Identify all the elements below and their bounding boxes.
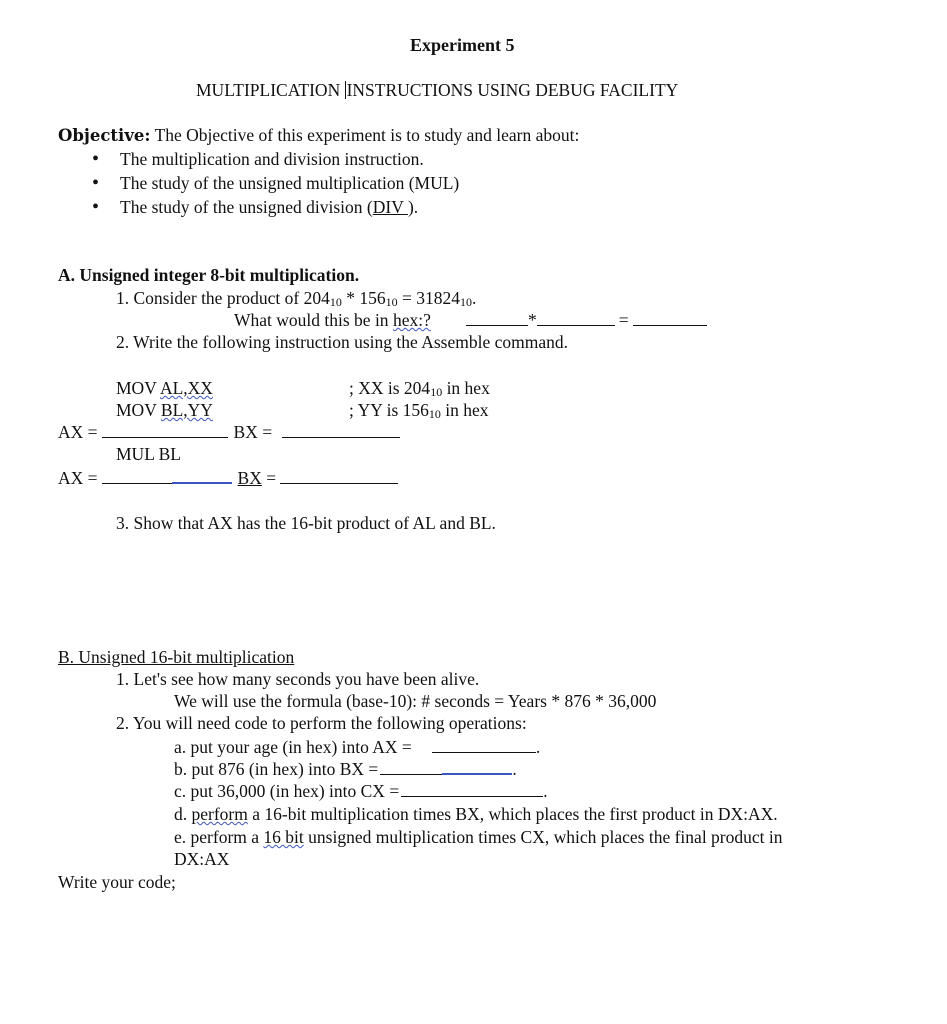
subscript: 10 [428,407,441,421]
item1-text: 1. Consider the product of 204 [116,288,330,308]
period: . [512,759,517,779]
36000-blank[interactable] [401,782,543,797]
comment-yy [349,400,489,424]
period: . [535,737,541,757]
ax-bx-row-1 [58,422,400,442]
perform-link: perform [191,804,248,824]
section-b-heading: B. Unsigned 16-bit multiplication [58,647,295,667]
subscript: 10 [459,295,472,309]
item1-text: = 31824 [397,288,460,308]
bullet-text: The study of the unsigned division ( [120,197,373,217]
bullet-icon: • [92,148,100,170]
answer-blank-3[interactable] [633,311,707,326]
mov-operand: AL,XX [159,378,213,398]
section-b-item-2: 2. You will need code to perform the following operations: [116,713,527,733]
section-a-heading: A. Unsigned integer 8-bit multiplication. [58,265,360,285]
ax-blank-2[interactable] [102,469,172,484]
bullet-text: The multiplication and division instruction. [120,149,424,169]
mov-operand: BL,YY [160,400,213,420]
write-code-prompt: Write your code; [58,872,176,892]
mov-bl-instruction [116,400,213,420]
objective-bullet-3 [92,197,418,217]
mov-al-instruction [116,378,213,398]
section-b-formula: We will use the formula (base-10): # seconds = Years * 876 * 36,000 [174,691,657,711]
equals-sign: = [261,468,277,488]
16bit-link: 16 bit [263,827,304,847]
ax-blank-1[interactable] [102,423,228,438]
step-text: unsigned multiplication times CX, which places the final product in [303,827,783,847]
step-text: c. put 36,000 (in hex) into CX = [174,781,400,801]
step-text: b. put 876 (in hex) into BX = [174,759,379,779]
comment-xx [349,378,490,402]
section-a-item-3: 3. Show that AX has the 16-bit product of AL and BL. [116,513,496,533]
equals-sign: = [618,310,629,330]
hex-answer-blanks [466,310,707,330]
item1-text: . [471,288,477,308]
comment-text: ; YY is 156 [349,400,429,420]
comment-text: in hex [440,400,489,420]
ax-label: AX = [58,422,98,442]
bx-blank-1[interactable] [282,423,400,438]
step-text: a 16-bit multiplication times BX, which places the first product in DX:AX. [247,804,778,824]
ax-bx-row-2 [58,468,398,488]
objective-label: Objective: [58,126,151,145]
ax-blank-2-highlight [172,470,232,484]
answer-blank-1[interactable] [466,311,528,326]
bullet-text-end: ). [407,197,419,217]
section-a-item-1 [116,288,476,312]
hex-link[interactable]: hex:? [392,310,431,330]
bx-label: BX = [233,422,273,442]
ax-label: AX = [58,468,98,488]
hex-question-line [234,310,431,330]
subscript: 10 [385,295,398,309]
876-blank-highlight [442,761,512,775]
page-title: Experiment 5 [410,35,515,55]
bullet-text: The study of the unsigned multiplication (MUL) [120,173,460,193]
step-c [174,781,548,801]
times-sign: * [528,310,537,330]
subscript: 10 [329,295,342,309]
question-text: What would this be in [234,310,393,330]
bullet-icon: • [92,196,100,218]
876-blank[interactable] [380,760,442,775]
objective-line [58,125,579,146]
mov-opcode: MOV [116,400,161,420]
subtitle-part-1: MULTIPLICATION [196,80,345,100]
section-b-item-1: 1. Let's see how many seconds you have been alive. [116,669,480,689]
answer-blank-2[interactable] [537,311,615,326]
step-text: a. put your age (in hex) into AX = [174,737,412,757]
subscript: 10 [430,385,443,399]
section-a-item-2: 2. Write the following instruction using the Assemble command. [116,332,568,352]
div-link[interactable]: DIV [372,197,408,217]
step-a [174,737,540,757]
step-text: e. perform a [174,827,264,847]
subtitle-part-2: INSTRUCTIONS USING DEBUG FACILITY [346,80,679,100]
bx-label: BX [237,468,262,488]
step-text: d. [174,804,192,824]
mul-instruction: MUL BL [116,444,181,464]
step-d [174,804,778,824]
objective-text: The Objective of this experiment is to study and learn about: [154,125,580,145]
period: . [543,781,548,801]
text-cursor [345,81,346,99]
objective-bullet-2 [92,173,459,193]
step-e-continued: DX:AX [174,849,230,869]
item1-text: * 156 [341,288,386,308]
comment-text: in hex [442,378,490,398]
objective-bullet-1 [92,149,424,169]
age-blank[interactable] [432,738,536,753]
bx-blank-2[interactable] [280,469,398,484]
page-subtitle [196,80,678,100]
bullet-icon: • [92,172,100,194]
mov-opcode: MOV [116,378,160,398]
step-b [174,759,517,779]
comment-text: ; XX is 204 [349,378,431,398]
step-e [174,827,783,847]
